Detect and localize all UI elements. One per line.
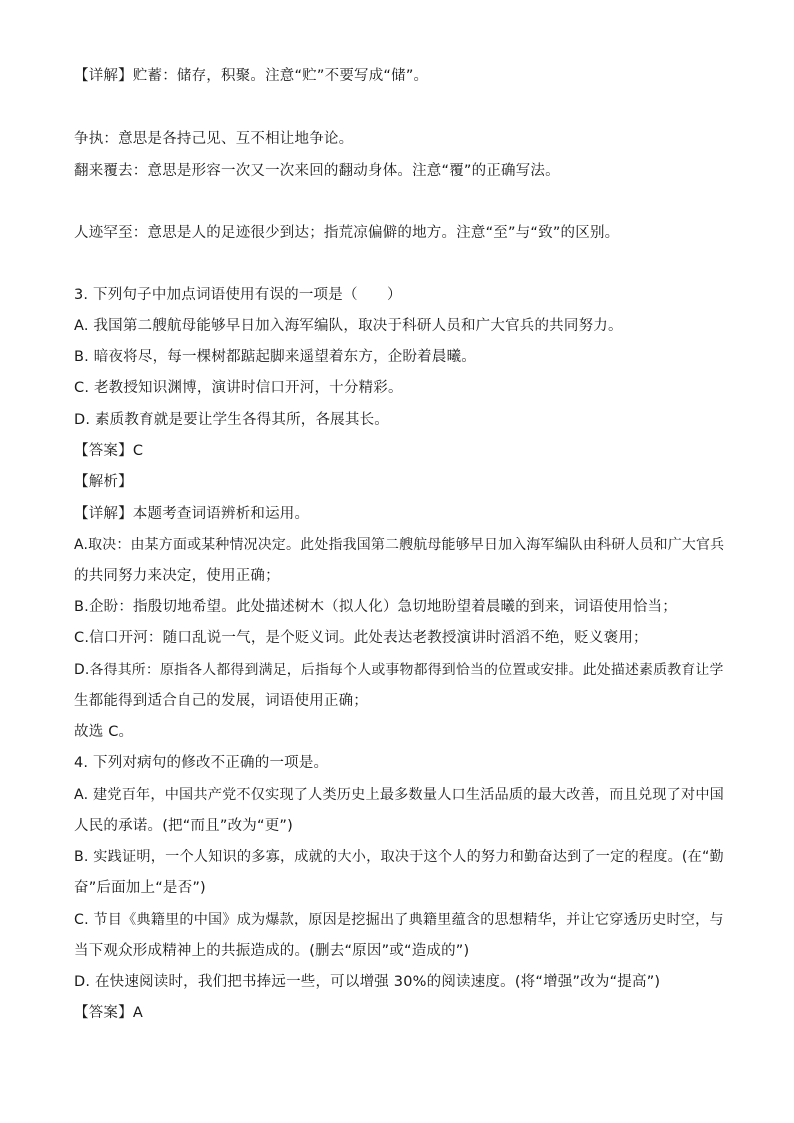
detail-line-2: 争执：意思是各持己见、互不相让地争论。 — [74, 131, 354, 147]
question-4-line: D. 在快速阅读时，我们把书捧远一些，可以增强 30%的阅读速度。(将“增强”改为“提高”) — [74, 974, 661, 990]
question-3-conclusion: 故选 C。 — [74, 724, 134, 740]
detail-line-4: 人迹罕至：意思是人的足迹很少到达；指荒凉偏僻的地方。注意“至”与“致”的区别。 — [74, 225, 620, 241]
question-4-line: 当下观众形成精神上的共振造成的。(删去“原因”或“造成的”) — [74, 943, 470, 959]
detail-line-3: 翻来覆去：意思是形容一次又一次来回的翻动身体。注意“覆”的正确写法。 — [74, 163, 560, 179]
question-4-answer — [74, 1003, 143, 1023]
question-3-option-b: B. 暗夜将尽，每一棵树都踮起脚来遥望着东方，企盼着晨曦。 — [74, 349, 476, 365]
answer-tag: 【答案】 — [74, 1005, 133, 1021]
question-3-explain-line: D.各得其所：原指各人都得到满足，后指每个人或事物都得到恰当的位置或安排。此处描述素质教育让学 — [74, 662, 724, 678]
answer-tag: 【答案】 — [74, 443, 133, 459]
answer-value: C — [132, 443, 144, 459]
detail-tag: 【详解】 — [74, 68, 133, 84]
question-3-analysis-tag: 【解析】 — [74, 474, 133, 490]
question-3-stem: 3. 下列句子中加点词语使用有误的一项是（ ） — [74, 287, 402, 303]
question-3-detail — [74, 504, 309, 524]
detail-line-1 — [74, 66, 428, 86]
question-4-line: A. 建党百年，中国共产党不仅实现了人类历史上最多数量人口生活品质的最大改善，而且兑现了对中国 — [74, 787, 725, 803]
question-3-explain-line: B.企盼：指殷切地希望。此处描述树木（拟人化）急切地盼望着晨曦的到来，词语使用恰当； — [74, 599, 677, 615]
question-3-explain-line: C.信口开河：随口乱说一气，是个贬义词。此处表达老教授演讲时滔滔不绝，贬义褒用； — [74, 630, 648, 646]
question-3-option-a: A. 我国第二艘航母能够早日加入海军编队，取决于科研人员和广大官兵的共同努力。 — [74, 318, 623, 334]
question-3-option-c: C. 老教授知识渊博，演讲时信口开河，十分精彩。 — [74, 380, 403, 396]
question-4-line: 奋”后面加上“是否”) — [74, 880, 206, 896]
question-4-line: 人民的承诺。(把“而且”改为“更”) — [74, 818, 293, 834]
question-3-option-d: D. 素质教育就是要让学生各得其所，各展其长。 — [74, 412, 389, 428]
answer-value: A — [132, 1005, 143, 1021]
question-3-explain-line: A.取决：由某方面或某种情况决定。此处指我国第二艘航母能够早日加入海军编队由科研人员和广大官兵 — [74, 537, 725, 553]
detail-intro: 本题考查词语辨析和运用。 — [132, 506, 310, 522]
detail-tag: 【详解】 — [74, 506, 133, 522]
question-4-line: B. 实践证明，一个人知识的多寡，成就的大小，取决于这个人的努力和勤奋达到了一定的程度。(在“勤 — [74, 849, 724, 865]
question-3-answer — [74, 441, 143, 461]
question-4-stem: 4. 下列对病句的修改不正确的一项是。 — [74, 755, 329, 771]
detail-text: 贮蓄：储存，积聚。注意“贮”不要写成“储”。 — [132, 68, 429, 84]
question-3-explain-line: 生都能得到适合自己的发展，词语使用正确； — [74, 693, 368, 709]
question-4-line: C. 节目《典籍里的中国》成为爆款，原因是挖掘出了典籍里蕴含的思想精华，并让它穿透历史时空，与 — [74, 912, 724, 928]
question-3-explain-line: 的共同努力来决定，使用正确； — [74, 568, 280, 584]
